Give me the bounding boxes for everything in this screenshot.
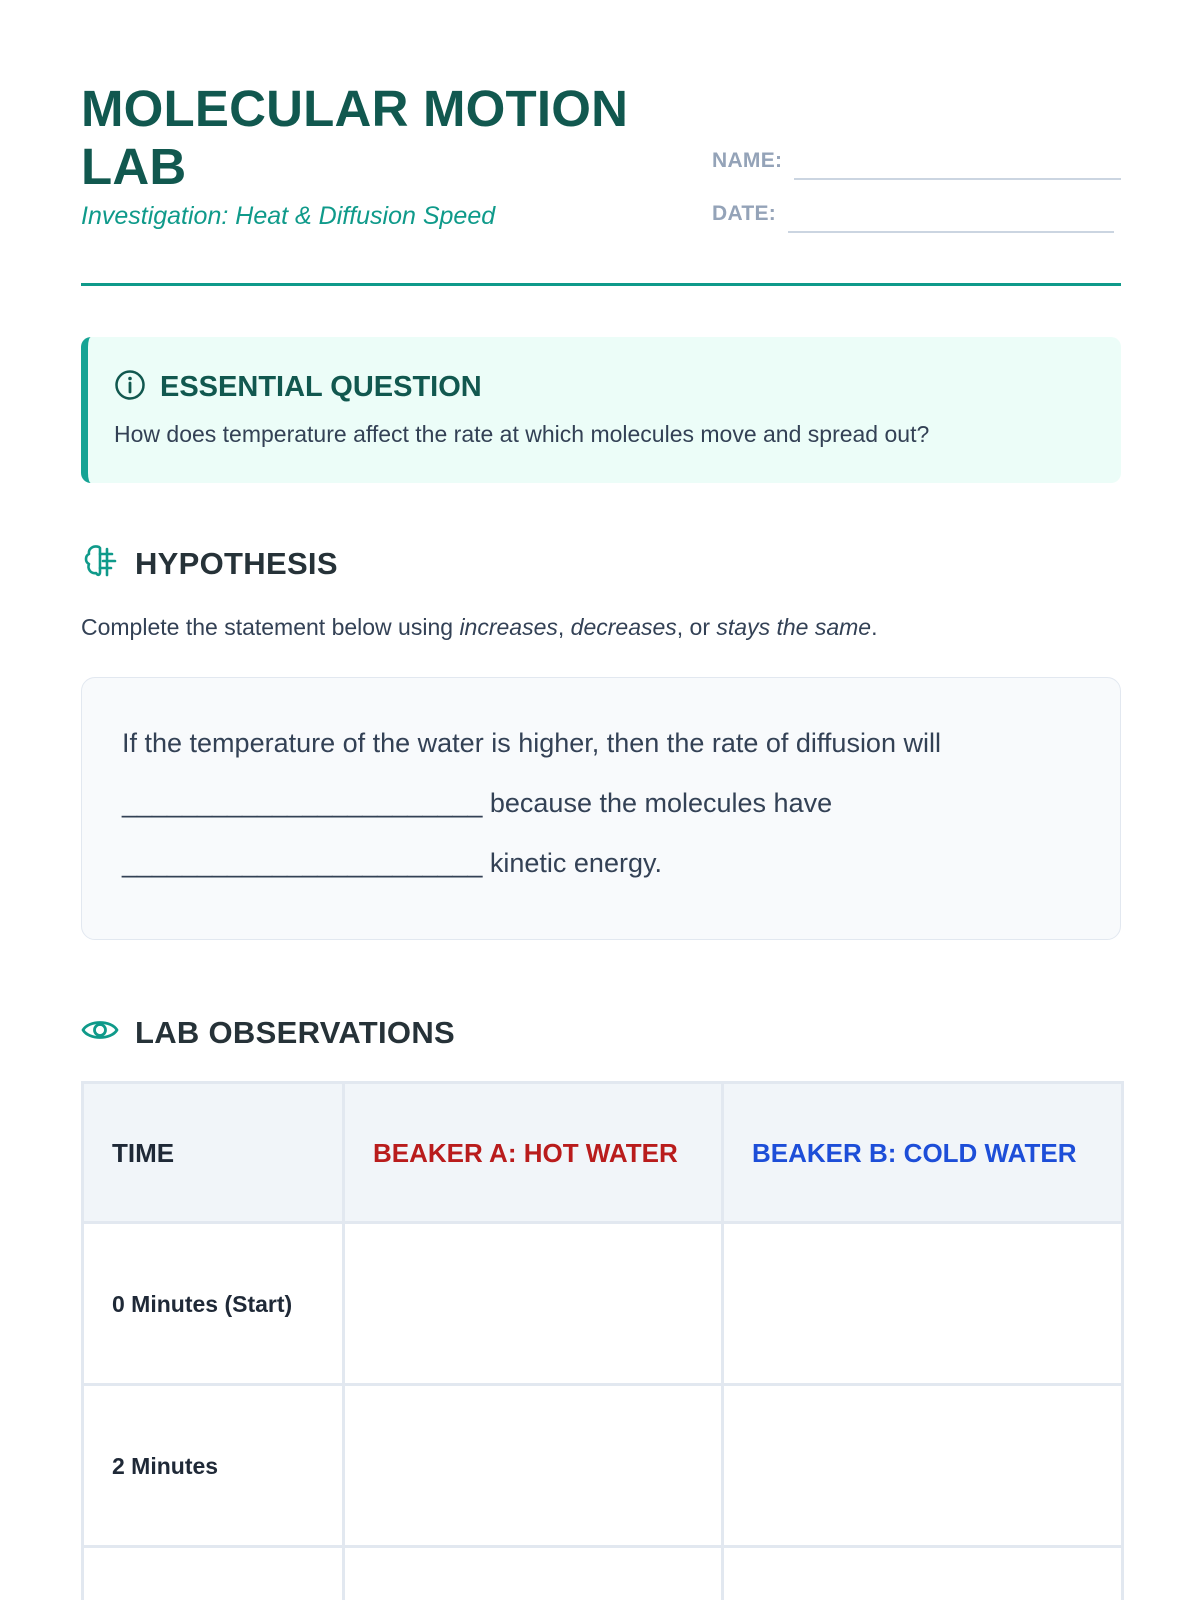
observations-title: LAB OBSERVATIONS bbox=[135, 1014, 455, 1050]
hypothesis-instruction bbox=[81, 614, 877, 641]
table-row bbox=[83, 1385, 1123, 1547]
name-label: NAME: bbox=[712, 149, 783, 172]
beaker-b-cell[interactable] bbox=[723, 1385, 1123, 1547]
date-blank-line[interactable] bbox=[788, 201, 1114, 233]
essential-question-box bbox=[81, 337, 1121, 483]
beaker-a-cell[interactable] bbox=[344, 1547, 723, 1600]
option-stays-the-same: stays the same bbox=[716, 614, 872, 640]
hypothesis-heading bbox=[81, 542, 338, 585]
worksheet-header bbox=[81, 80, 1121, 286]
time-cell bbox=[83, 1547, 344, 1600]
page-subtitle: Investigation: Heat & Diffusion Speed bbox=[81, 202, 496, 230]
option-decreases: decreases bbox=[570, 614, 677, 640]
column-header-beaker-a: BEAKER A: HOT WATER bbox=[344, 1083, 723, 1223]
name-field bbox=[712, 140, 1121, 180]
essential-question-title: ESSENTIAL QUESTION bbox=[160, 371, 482, 403]
instruction-sep1: , bbox=[557, 614, 571, 640]
eye-icon bbox=[81, 1011, 119, 1054]
info-circle-icon bbox=[114, 369, 146, 406]
hypothesis-title: HYPOTHESIS bbox=[135, 545, 338, 581]
instruction-suffix: . bbox=[871, 614, 878, 640]
column-header-beaker-b: BEAKER B: COLD WATER bbox=[723, 1083, 1123, 1223]
hypothesis-line-1: If the temperature of the water is higher, then the rate of diffusion will bbox=[122, 728, 941, 758]
option-increases: increases bbox=[459, 614, 558, 640]
brain-icon bbox=[81, 542, 119, 585]
name-blank-line[interactable] bbox=[794, 148, 1121, 180]
date-field bbox=[712, 193, 1114, 233]
hypothesis-statement-box bbox=[81, 677, 1121, 940]
time-cell: 0 Minutes (Start) bbox=[83, 1223, 344, 1385]
table-row bbox=[83, 1547, 1123, 1600]
page-title: MOLECULAR MOTION LAB bbox=[81, 80, 629, 195]
column-header-time: TIME bbox=[83, 1083, 344, 1223]
observations-table bbox=[81, 1081, 1124, 1600]
essential-question-text: How does temperature affect the rate at which molecules move and spread out? bbox=[114, 421, 930, 447]
date-label: DATE: bbox=[712, 202, 777, 225]
instruction-sep2: , or bbox=[676, 614, 717, 640]
essential-question-heading bbox=[114, 369, 482, 406]
hypothesis-line-2[interactable]: ________________________ because the molecules have bbox=[122, 788, 833, 818]
instruction-prefix: Complete the statement below using bbox=[81, 614, 460, 640]
beaker-b-cell[interactable] bbox=[723, 1547, 1123, 1600]
beaker-a-cell[interactable] bbox=[344, 1223, 723, 1385]
table-row bbox=[83, 1223, 1123, 1385]
beaker-a-cell[interactable] bbox=[344, 1385, 723, 1547]
table-header-row bbox=[83, 1083, 1123, 1223]
beaker-b-cell[interactable] bbox=[723, 1223, 1123, 1385]
time-cell: 2 Minutes bbox=[83, 1385, 344, 1547]
observations-heading bbox=[81, 1011, 455, 1054]
hypothesis-line-3[interactable]: ________________________ kinetic energy. bbox=[122, 848, 662, 878]
